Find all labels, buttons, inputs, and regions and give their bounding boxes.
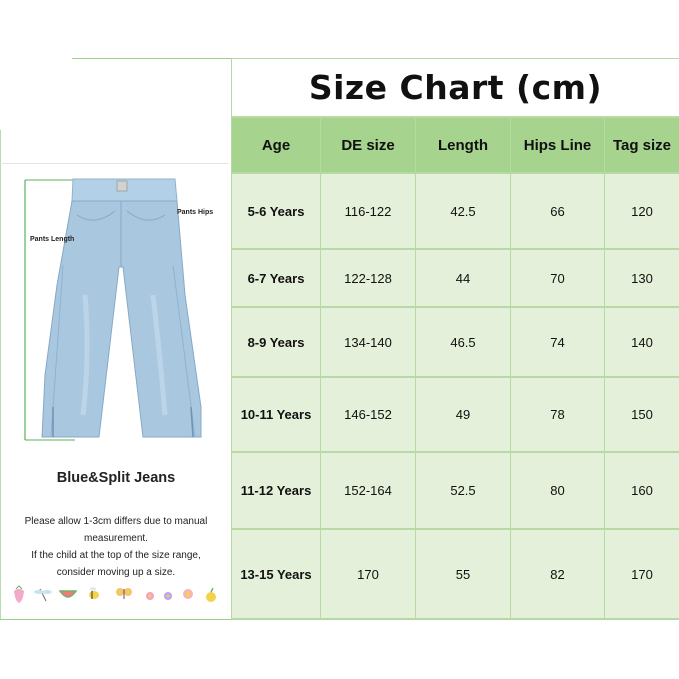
cell-length: 49: [416, 378, 510, 451]
pants-length-label: Pants Length: [30, 236, 75, 243]
cell-hips-line: 74: [511, 308, 604, 376]
pants-hips-label: Pants Hips: [177, 209, 214, 216]
cell-length: 52.5: [416, 453, 510, 528]
flower-icon: [164, 592, 172, 600]
cell-de-size: 170: [321, 530, 415, 618]
cell-de-size: 146-152: [321, 378, 415, 451]
note-line-3: If the child at the top of the size range,: [31, 550, 201, 561]
cell-length: 46.5: [416, 308, 510, 376]
cell-age: 8-9 Years: [232, 308, 320, 376]
header-length: Length: [416, 118, 510, 172]
cell-tag-size: 140: [605, 308, 679, 376]
butterfly-icon: [116, 588, 132, 599]
dragonfly-icon: [34, 589, 52, 601]
cell-age: 5-6 Years: [232, 174, 320, 248]
cell-tag-size: 170: [605, 530, 679, 618]
frame-bottom-line: [0, 619, 232, 620]
chart-title: Size Chart (cm): [232, 59, 679, 116]
cell-tag-size: 130: [605, 250, 679, 306]
cell-de-size: 134-140: [321, 308, 415, 376]
note-line-4: consider moving up a size.: [56, 567, 176, 578]
cell-tag-size: 150: [605, 378, 679, 451]
watermelon-icon: [60, 591, 76, 597]
cell-age: 10-11 Years: [232, 378, 320, 451]
cell-length: 44: [416, 250, 510, 306]
cell-age: 13-15 Years: [232, 530, 320, 618]
cell-hips-line: 70: [511, 250, 604, 306]
header-tag-size: Tag size: [605, 118, 679, 172]
cell-length: 42.5: [416, 174, 510, 248]
cell-tag-size: 160: [605, 453, 679, 528]
cell-length: 55: [416, 530, 510, 618]
decor-icons: [10, 583, 225, 605]
flower-icon: [183, 589, 193, 599]
cell-de-size: 152-164: [321, 453, 415, 528]
note-line-1: Please allow 1-3cm differs due to manual: [24, 516, 208, 527]
product-name: Blue&Split Jeans: [56, 470, 176, 486]
flower-icon: [146, 592, 154, 600]
cell-hips-line: 66: [511, 174, 604, 248]
cell-age: 6-7 Years: [232, 250, 320, 306]
cell-hips-line: 82: [511, 530, 604, 618]
cell-de-size: 122-128: [321, 250, 415, 306]
header-hips-line: Hips Line: [511, 118, 604, 172]
header-age: Age: [232, 118, 320, 172]
apple-icon: [206, 588, 216, 602]
bee-icon: [89, 587, 99, 599]
cell-age: 11-12 Years: [232, 453, 320, 528]
panel-separator: [0, 163, 228, 164]
size-chart-table: [231, 58, 679, 620]
cell-de-size: 116-122: [321, 174, 415, 248]
header-de-size: DE size: [321, 118, 415, 172]
cell-hips-line: 78: [511, 378, 604, 451]
strawberry-icon: [14, 586, 24, 603]
cell-hips-line: 80: [511, 453, 604, 528]
cell-tag-size: 120: [605, 174, 679, 248]
note-line-2: measurement.: [84, 533, 148, 544]
